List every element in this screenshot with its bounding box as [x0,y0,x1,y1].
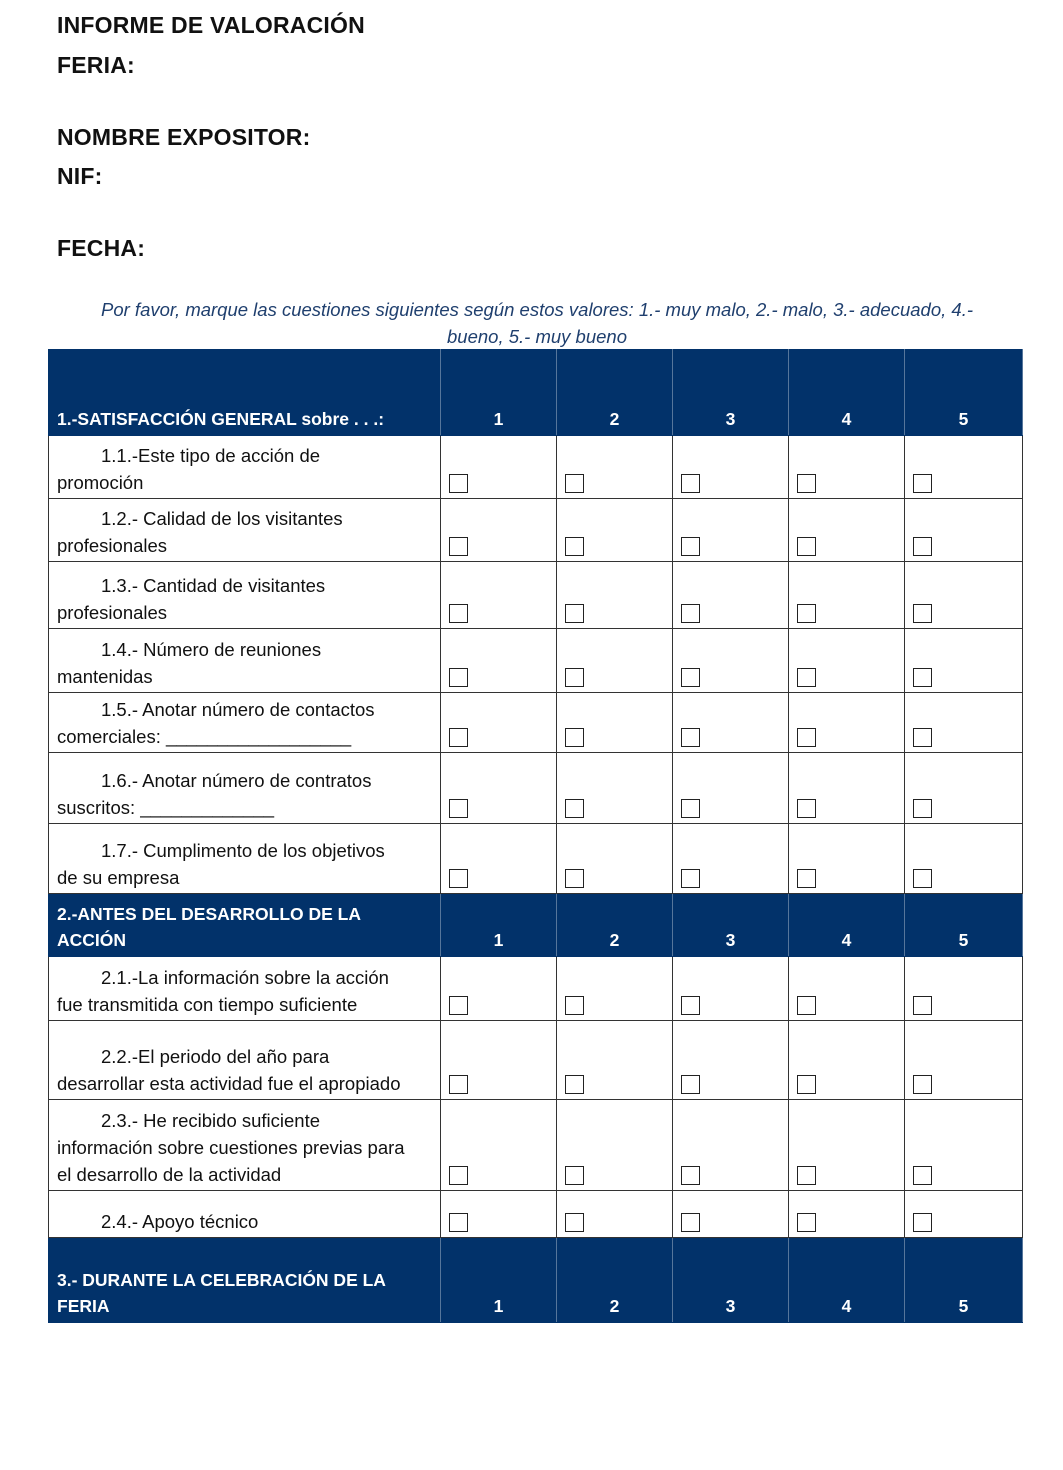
question-label: 1.6.- Anotar número de contratos suscritos: _____________ [49,753,441,824]
scale-label: 1 [441,1238,557,1323]
question-row [49,957,1023,1021]
rating-checkbox[interactable] [913,474,932,493]
rating-checkbox[interactable] [449,728,468,747]
rating-checkbox[interactable] [681,1075,700,1094]
question-label: 1.1.-Este tipo de acción de promoción [49,436,441,499]
rating-checkbox[interactable] [913,604,932,623]
instructions-line-1: Por favor, marque las cuestiones siguientes según estos valores: 1.- muy malo, 2.- malo, 3.- adecuado, 4.- [101,299,973,320]
question-label: 1.7.- Cumplimento de los objetivos de su empresa [49,824,441,894]
scale-label: 3 [673,350,789,436]
rating-checkbox[interactable] [913,1213,932,1232]
section-title: 1.-SATISFACCIÓN GENERAL sobre . . .: [49,350,441,436]
rating-checkbox[interactable] [913,668,932,687]
section-title: 3.- DURANTE LA CELEBRACIÓN DE LA FERIA [49,1238,441,1323]
scale-label: 5 [905,1238,1023,1323]
rating-checkbox[interactable] [797,604,816,623]
question-row [49,753,1023,824]
scale-label: 3 [673,1238,789,1323]
question-label: 2.4.- Apoyo técnico [49,1191,441,1238]
rating-checkbox[interactable] [565,799,584,818]
rating-checkbox[interactable] [797,996,816,1015]
rating-checkbox[interactable] [681,728,700,747]
question-label: 1.5.- Anotar número de contactos comerciales: __________________ [49,693,441,753]
question-label: 2.1.-La información sobre la acción fue transmitida con tiempo suficiente [49,957,441,1021]
rating-checkbox[interactable] [565,1213,584,1232]
rating-checkbox[interactable] [797,474,816,493]
scale-label: 4 [789,1238,905,1323]
scale-label: 1 [441,350,557,436]
question-row [49,499,1023,562]
scale-label: 5 [905,350,1023,436]
question-row [49,1021,1023,1100]
rating-checkbox[interactable] [565,604,584,623]
section-header-3 [49,1238,1023,1323]
rating-checkbox[interactable] [565,996,584,1015]
feria-label: FERIA: [57,52,135,78]
nif-label: NIF: [57,163,103,189]
rating-checkbox[interactable] [797,537,816,556]
report-title: INFORME DE VALORACIÓN [57,12,365,38]
rating-checkbox[interactable] [797,1166,816,1185]
rating-checkbox[interactable] [913,869,932,888]
scale-label: 2 [557,350,673,436]
question-label: 2.3.- He recibido suficiente información sobre cuestiones previas para el desarrollo de la actividad [49,1100,441,1191]
instructions-line-2: bueno, 5.- muy bueno [447,326,627,347]
rating-checkbox[interactable] [681,1213,700,1232]
rating-checkbox[interactable] [449,1166,468,1185]
rating-checkbox[interactable] [565,1166,584,1185]
rating-checkbox[interactable] [449,996,468,1015]
rating-checkbox[interactable] [797,1075,816,1094]
rating-checkbox[interactable] [681,996,700,1015]
instructions [62,296,1012,350]
rating-checkbox[interactable] [565,537,584,556]
section-title: 2.-ANTES DEL DESARROLLO DE LA ACCIÓN [49,894,441,957]
rating-checkbox[interactable] [449,1075,468,1094]
rating-checkbox[interactable] [913,1075,932,1094]
rating-checkbox[interactable] [449,799,468,818]
rating-checkbox[interactable] [565,474,584,493]
rating-checkbox[interactable] [681,869,700,888]
rating-checkbox[interactable] [449,604,468,623]
rating-checkbox[interactable] [681,537,700,556]
rating-checkbox[interactable] [565,1075,584,1094]
rating-checkbox[interactable] [797,728,816,747]
fecha-label: FECHA: [57,235,146,261]
rating-checkbox[interactable] [797,869,816,888]
question-label: 1.2.- Calidad de los visitantes profesionales [49,499,441,562]
question-row [49,824,1023,894]
question-label: 1.3.- Cantidad de visitantes profesionales [49,562,441,629]
rating-checkbox[interactable] [913,996,932,1015]
section-header-1 [49,350,1023,436]
rating-checkbox[interactable] [681,474,700,493]
rating-checkbox[interactable] [565,668,584,687]
question-row [49,1191,1023,1238]
rating-checkbox[interactable] [797,1213,816,1232]
rating-checkbox[interactable] [681,668,700,687]
scale-label: 3 [673,894,789,957]
scale-label: 1 [441,894,557,957]
question-row [49,629,1023,693]
rating-table [48,349,1023,1323]
rating-checkbox[interactable] [913,537,932,556]
rating-checkbox[interactable] [913,728,932,747]
rating-checkbox[interactable] [913,799,932,818]
scale-label: 4 [789,894,905,957]
question-row [49,562,1023,629]
question-row [49,1100,1023,1191]
rating-checkbox[interactable] [681,799,700,818]
question-label: 2.2.-El periodo del año para desarrollar esta actividad fue el apropiado [49,1021,441,1100]
rating-checkbox[interactable] [565,728,584,747]
question-row [49,436,1023,499]
question-label: 1.4.- Número de reuniones mantenidas [49,629,441,693]
rating-checkbox[interactable] [797,668,816,687]
question-row [49,693,1023,753]
expositor-label: NOMBRE EXPOSITOR: [57,124,311,150]
rating-checkbox[interactable] [913,1166,932,1185]
scale-label: 5 [905,894,1023,957]
rating-checkbox[interactable] [797,799,816,818]
rating-checkbox[interactable] [449,1213,468,1232]
rating-checkbox[interactable] [681,604,700,623]
rating-checkbox[interactable] [449,474,468,493]
rating-checkbox[interactable] [681,1166,700,1185]
rating-checkbox[interactable] [449,668,468,687]
scale-label: 2 [557,894,673,957]
rating-checkbox[interactable] [449,869,468,888]
section-header-2 [49,894,1023,957]
scale-label: 4 [789,350,905,436]
rating-checkbox[interactable] [449,537,468,556]
rating-checkbox[interactable] [565,869,584,888]
scale-label: 2 [557,1238,673,1323]
